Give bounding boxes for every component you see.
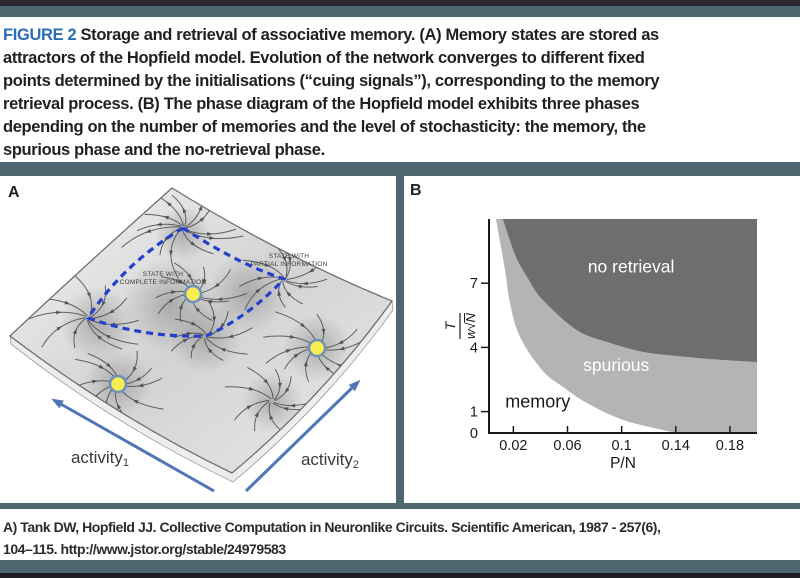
svg-text:w√N: w√N	[463, 313, 478, 339]
caption-line: spurious phase and the no-retrieval phase.	[3, 141, 325, 159]
panel-a-label: A	[8, 184, 20, 201]
x-tick-label: 0.06	[553, 438, 582, 454]
bottom-dark-bar	[0, 573, 800, 578]
panel-b	[404, 176, 800, 503]
bottom-teal-bar	[0, 560, 800, 573]
activity-axis-label: activity2	[300, 450, 360, 471]
panel-divider	[396, 176, 404, 503]
caption-panel-separator	[0, 162, 800, 176]
y-tick-label: 4	[469, 340, 478, 357]
caption-line: attractors of the Hopfield model. Evolution of the network converges to different fixed	[3, 49, 645, 67]
caption-line: depending on the number of memories and the level of stochasticity: the memory, the	[3, 118, 646, 136]
top-teal-bar	[0, 6, 800, 17]
caption-text: Storage and retrieval of associative memory. (A) Memory states are stored as	[76, 26, 659, 44]
region-label-no-retrieval: no retrieval	[587, 256, 675, 277]
y-tick-label: 0	[469, 426, 478, 442]
figure-number-label: FIGURE 2	[3, 26, 77, 44]
region-label-memory: memory	[505, 391, 571, 412]
state-label: STATE WITH PARTIAL INFORMATION	[250, 253, 328, 268]
figure-panels	[0, 176, 800, 503]
panel-a-figure	[0, 176, 396, 503]
x-tick-label: 0.02	[499, 438, 528, 454]
state-label: STATE WITH COMPLETE INFORMATION	[119, 271, 207, 286]
x-tick-label: 0.14	[661, 438, 690, 454]
activity-axis-label: activity1	[70, 448, 130, 469]
y-axis-label	[442, 312, 478, 339]
citation-line	[3, 538, 798, 560]
caption-line: points determined by the initialisations (“cuing signals”), corresponding to the memory	[3, 72, 660, 90]
y-tick-label: 7	[469, 276, 478, 293]
attractor-dot	[309, 340, 325, 356]
svg-text:T: T	[442, 321, 458, 331]
attractor-dot	[185, 286, 201, 302]
panel-b-label: B	[410, 182, 422, 199]
y-tick-label: 1	[469, 404, 478, 421]
panel-b-figure	[404, 176, 800, 503]
x-axis-label: P/N	[610, 455, 636, 472]
citation-pages: 104–115.	[3, 541, 61, 557]
citation-line: A) Tank DW, Hopfield JJ. Collective Computation in Neuronlike Circuits. Scientific American, 1987 - 257(6),	[3, 519, 661, 535]
caption-line: retrieval process. (B) The phase diagram of the Hopfield model exhibits three phases	[3, 95, 640, 113]
axis-arrowhead-icon	[51, 399, 64, 409]
region-label-spurious: spurious	[583, 354, 650, 375]
citation-url[interactable]: http://www.jstor.org/stable/24979583	[60, 541, 286, 557]
panel-a	[0, 176, 396, 503]
figure-caption	[0, 17, 800, 162]
attractor-dot	[110, 376, 126, 392]
x-tick-label: 0.1	[611, 438, 632, 454]
caption-line	[3, 24, 798, 47]
citation	[0, 509, 800, 560]
x-tick-label: 0.18	[715, 438, 745, 454]
